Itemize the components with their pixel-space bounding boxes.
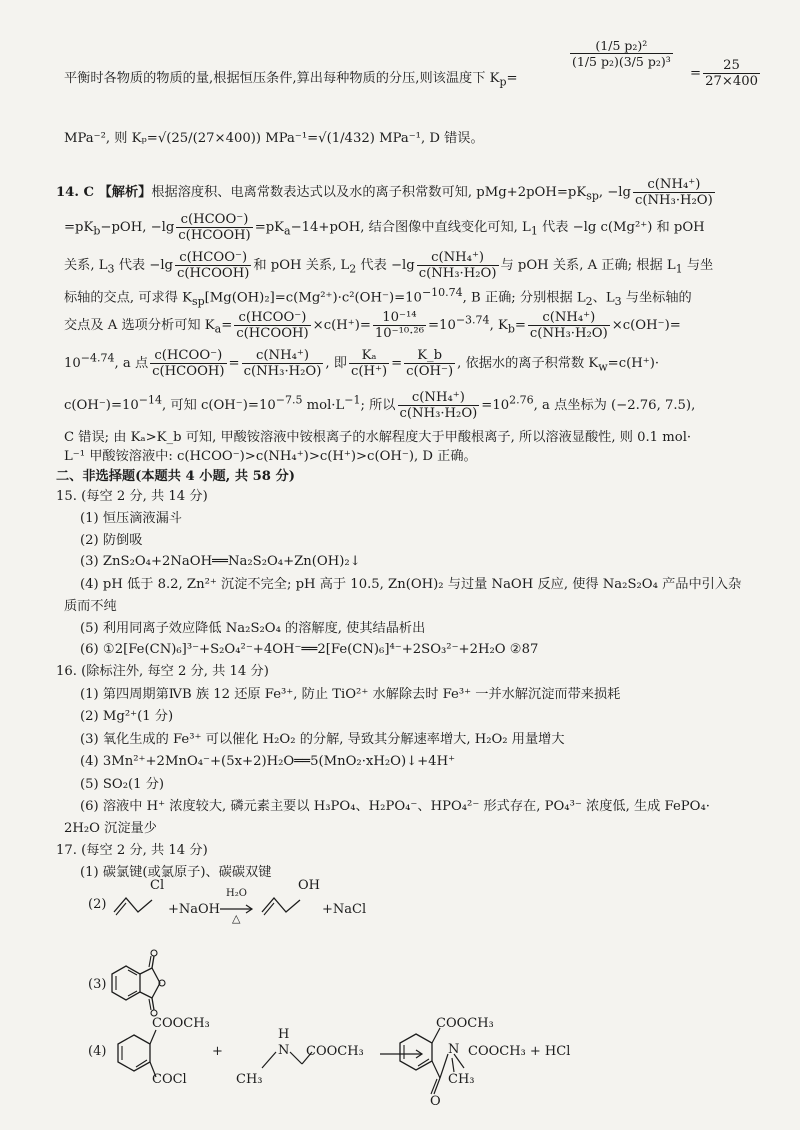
text: 质而不纯	[64, 599, 117, 614]
question-heading	[56, 488, 736, 506]
text: 1	[675, 262, 683, 276]
text: =	[506, 71, 518, 86]
text: 3	[614, 295, 622, 309]
text: 、L	[592, 290, 615, 306]
text: 1	[530, 224, 538, 238]
answer-line	[80, 798, 760, 816]
kp-value	[690, 58, 762, 89]
text: , −lg	[598, 185, 631, 200]
text: (1) 碳氯键(或氯原子)、碳碳双键	[80, 865, 272, 880]
text-line	[64, 250, 744, 281]
text: w	[598, 360, 608, 374]
text: 根据溶度积、电离常数表达式以及水的离子积常数可知, pMg+2pOH=pK	[151, 185, 587, 200]
answer-line	[80, 510, 760, 528]
text: MPa⁻², 则 Kₚ=√(25/(27×400)) MPa⁻¹=√(1/432) MPa⁻¹, D 错误。	[64, 131, 484, 146]
text: 2H₂O 沉淀量少	[64, 821, 157, 836]
text: =10	[428, 318, 456, 333]
text: +	[212, 1044, 223, 1059]
text-line	[56, 177, 736, 208]
text: H₂O	[226, 888, 247, 899]
text: 代表 −lg	[114, 258, 173, 273]
text: =c(H⁺)·	[607, 356, 660, 371]
text: c(HCOO⁻)	[175, 250, 251, 266]
answer-line	[80, 708, 760, 726]
text: (1) 恒压滴液漏斗	[80, 511, 182, 526]
answer-line	[64, 820, 744, 838]
text: COOCH₃ + HCl	[468, 1044, 571, 1059]
text: 17. (每空 2 分, 共 14 分)	[56, 843, 208, 858]
text: b	[507, 322, 515, 336]
answer-line	[80, 620, 760, 638]
text: c(NH₃·H₂O)	[634, 193, 713, 208]
text: =10	[481, 398, 510, 413]
text: c(NH₃·H₂O)	[418, 266, 497, 281]
answer-line	[80, 553, 760, 571]
text: −pOH, −lg	[100, 220, 175, 235]
text-line	[64, 310, 744, 341]
text: +NaCl	[322, 902, 367, 917]
text: 二、非选择题(本题共 4 小题, 共 58 分)	[56, 469, 295, 484]
text: (6) ①2[Fe(CN)₆]³⁻+S₂O₄²⁻+4OH⁻══2[Fe(CN)₆]⁴⁻+2SO₃²⁻+2H₂O ②87	[80, 642, 539, 657]
text: (3) ZnS₂O₄+2NaOH══Na₂S₂O₄+Zn(OH)₂↓	[80, 554, 361, 569]
text: c(HCOOH)	[178, 228, 251, 243]
text: COOCH₃	[152, 1016, 210, 1031]
answer-line	[80, 753, 760, 771]
text: −1	[344, 393, 361, 407]
question-heading	[56, 663, 736, 681]
text: 与 pOH 关系, A 正确; 根据 L	[500, 258, 676, 273]
text: −3.74	[455, 313, 490, 327]
text: COOCH₃	[306, 1044, 364, 1059]
text-line	[64, 348, 744, 379]
text: 平衡时各物质的物质的量,根据恒压条件,算出每种物质的分压,则该温度下 K	[64, 71, 500, 86]
text: 27×400	[705, 74, 759, 89]
phthalic-anhydride-structure	[104, 948, 174, 1018]
text: 代表 −lg c(Mg²⁺) 和 pOH	[537, 220, 705, 235]
answer-line	[80, 576, 760, 594]
text: =	[690, 66, 702, 81]
text: =	[514, 318, 526, 333]
text: (2)	[88, 897, 107, 912]
text: c(NH₄⁺)	[242, 348, 324, 364]
text: sp	[586, 189, 599, 203]
text: (1) 第四周期第ⅣB 族 12 还原 Fe³⁺, 防止 TiO²⁺ 水解除去时 Fe³⁺ 一并水解沉淀而带来损耗	[80, 687, 621, 702]
text: (1/5 p₂)(3/5 p₂)³	[572, 54, 671, 69]
text: c(NH₃·H₂O)	[243, 364, 322, 379]
text: (4) pH 低于 8.2, Zn²⁺ 沉淀不完全; pH 高于 10.5, Zn(OH)₂ 与过量 NaOH 反应, 使得 Na₂S₂O₄ 产品中引入杂	[80, 577, 742, 592]
text: 16. (除标注外, 每空 2 分, 共 14 分)	[56, 664, 269, 679]
text: =	[228, 356, 240, 371]
text: , B 正确; 分别根据 L	[462, 290, 586, 306]
text: L⁻¹ 甲酸铵溶液中: c(HCOO⁻)>c(NH₄⁺)>c(H⁺)>c(OH⁻), D 正确。	[64, 449, 477, 464]
text: 10⁻¹⁴	[373, 310, 426, 326]
text: , a 点	[114, 356, 149, 371]
text: a	[284, 224, 291, 238]
text: ×c(H⁺)=	[312, 318, 371, 333]
question-heading	[56, 842, 736, 860]
text-line	[64, 212, 744, 243]
text: c(HCOO⁻)	[234, 310, 310, 326]
text: (4)	[88, 1044, 107, 1059]
text: 25	[703, 58, 760, 74]
text: 代表 −lg	[356, 258, 415, 273]
text-line	[64, 70, 744, 92]
answer-line	[80, 686, 760, 704]
text: c(NH₄⁺)	[528, 310, 610, 326]
text: sp	[191, 295, 205, 309]
text: =	[391, 356, 403, 371]
text: c(OH⁻)=10	[64, 398, 139, 413]
text: c(HCOOH)	[177, 266, 250, 281]
text: H	[278, 1027, 290, 1042]
text: (2) 防倒吸	[80, 533, 143, 548]
text: △	[232, 912, 241, 925]
text: , 可知 c(OH⁻)=10	[162, 398, 276, 413]
text: b	[93, 224, 101, 238]
text: mol·L	[302, 398, 345, 413]
text: c(HCOO⁻)	[176, 212, 252, 228]
q14-label: 14. C 【解析】	[56, 185, 152, 200]
text: N	[448, 1042, 460, 1057]
text: c(NH₃·H₂O)	[529, 326, 608, 341]
text: 关系, L	[64, 258, 108, 273]
text: COCl	[152, 1072, 187, 1087]
text: [Mg(OH)₂]=c(Mg²⁺)·c²(OH⁻)=10	[204, 290, 422, 306]
text: −4.74	[80, 351, 115, 365]
text: 与坐标轴的	[621, 290, 692, 306]
answer-line	[80, 776, 760, 794]
text: Kₐ	[349, 348, 389, 364]
text: , a 点坐标为 (−2.76, 7.5),	[533, 398, 696, 413]
text: C 错误; 由 Kₐ>K_b 可知, 甲酸铵溶液中铵根离子的水解程度大于甲酸根离子, 所以溶液显酸性, 则 0.1 mol·	[64, 430, 692, 445]
text: 2	[349, 262, 357, 276]
text: c(NH₄⁺)	[633, 177, 715, 193]
text: 与坐	[682, 258, 714, 273]
text: =	[221, 318, 233, 333]
answer-line	[80, 864, 760, 882]
text: c(HCOOH)	[236, 326, 309, 341]
text: CH₃	[236, 1072, 263, 1087]
text-line	[64, 284, 744, 311]
text: (4) 3Mn²⁺+2MnO₄⁻+(5x+2)H₂O══5(MnO₂·xH₂O)↓+4H⁺	[80, 754, 456, 769]
text: +NaOH	[168, 902, 221, 917]
text: =pK	[64, 220, 94, 235]
text: 10⁻¹⁰·²⁶	[374, 326, 424, 341]
text: 和 pOH 关系, L	[253, 258, 350, 273]
text: c(NH₄⁺)	[398, 390, 480, 406]
text: (6) 溶液中 H⁺ 浓度较大, 磷元素主要以 H₃PO₄、H₂PO₄⁻、HPO₄²⁻ 形式存在, PO₄³⁻ 浓度低, 生成 FePO₄·	[80, 799, 710, 814]
text: (3)	[88, 977, 107, 992]
text: 15. (每空 2 分, 共 14 分)	[56, 489, 208, 504]
text: ; 所以	[360, 398, 396, 413]
text-line	[64, 390, 744, 421]
text: (1/5 p₂)²	[570, 38, 673, 54]
text: −14+pOH, 结合图像中直线变化可知, L	[290, 220, 531, 235]
text: (5) 利用同离子效应降低 Na₂S₂O₄ 的溶解度, 使其结晶析出	[80, 621, 426, 636]
text-line	[64, 448, 744, 466]
section-heading	[56, 468, 736, 486]
text: O	[430, 1094, 441, 1109]
text: (3) 氧化生成的 Fe³⁺ 可以催化 H₂O₂ 的分解, 导致其分解速率增大, H₂O₂ 用量增大	[80, 732, 565, 747]
text: p	[499, 75, 507, 89]
text: c(H⁺)	[350, 364, 388, 379]
text: , 即	[325, 356, 347, 371]
text: ×c(OH⁻)=	[611, 318, 681, 333]
text: a	[214, 322, 222, 336]
text: c(OH⁻)	[406, 364, 454, 379]
text: c(NH₃·H₂O)	[399, 406, 478, 421]
answer-line	[80, 731, 760, 749]
answer-line	[64, 598, 744, 616]
text-line	[64, 429, 744, 447]
text: (2) Mg²⁺(1 分)	[80, 709, 174, 724]
text: −7.5	[275, 393, 303, 407]
text-line	[64, 130, 744, 148]
text: 交点及 A 选项分析可知 K	[64, 318, 215, 333]
text: 10	[64, 356, 81, 371]
text: c(HCOO⁻)	[150, 348, 226, 364]
answer-line	[80, 532, 760, 550]
text: −10.74	[421, 286, 463, 299]
text: K_b	[404, 348, 455, 364]
text: N	[278, 1043, 290, 1058]
text: , K	[489, 318, 508, 333]
text: CH₃	[448, 1072, 475, 1087]
text: c(HCOOH)	[152, 364, 225, 379]
answer-line	[80, 641, 760, 659]
text: COOCH₃	[436, 1016, 494, 1031]
text: OH	[298, 878, 320, 893]
text: 2.76	[509, 393, 534, 407]
text: =pK	[254, 220, 285, 235]
text: Cl	[150, 878, 165, 893]
text: −14	[138, 393, 162, 407]
text: 标轴的交点, 可求得 K	[64, 290, 192, 306]
kp-fraction	[568, 38, 675, 69]
text: , 依据水的离子积常数 K	[457, 356, 599, 371]
text: 3	[107, 262, 115, 276]
text: (5) SO₂(1 分)	[80, 777, 165, 792]
text: 2	[585, 295, 593, 309]
text: c(NH₄⁺)	[417, 250, 499, 266]
